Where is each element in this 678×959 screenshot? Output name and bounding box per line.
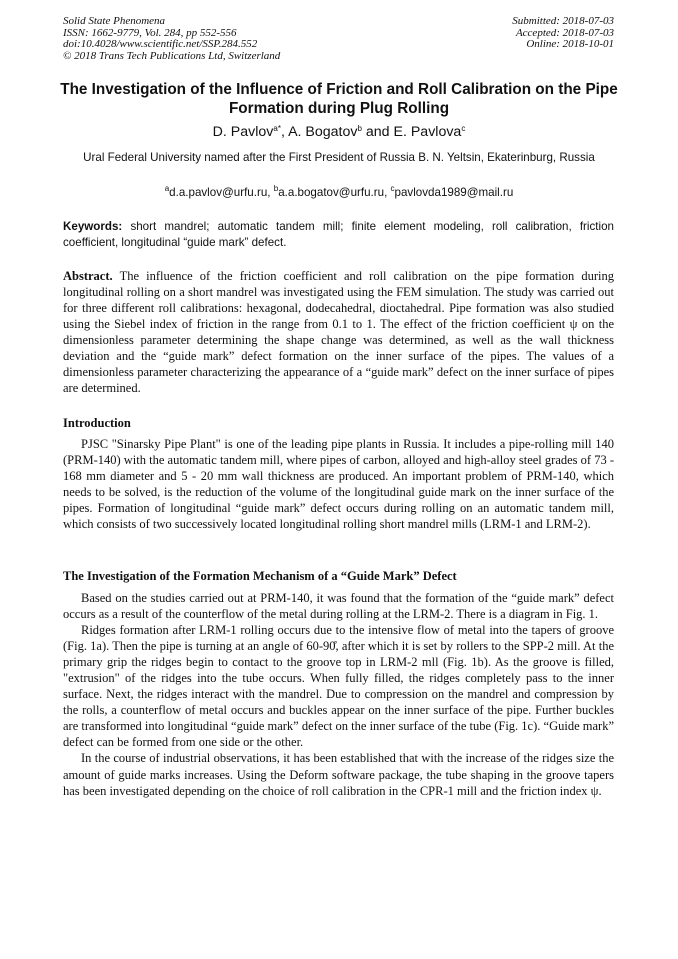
paragraph: In the course of industrial observations, it has been established that with the increase of the ridges size the amount of guide marks increases. Using the Deform software package, the tube shaping in the groove tapers has been investigated depending on the choice of roll calibration in the CPR-1 mill and the friction index ψ. — [63, 751, 614, 798]
keywords-label: Keywords: — [63, 220, 123, 233]
issn-volume: ISSN: 1662-9779, Vol. 284, pp 552-556 — [63, 26, 237, 39]
introduction-body — [63, 436, 614, 532]
paper-title: The Investigation of the Influence of Friction and Roll Calibration on the Pipe Formation during Plug Rolling — [60, 81, 618, 117]
affiliation: Ural Federal University named after the First President of Russia B. N. Yeltsin, Ekaterinburg, Russia — [83, 151, 595, 164]
email-separator: , — [384, 186, 391, 199]
guide-mark-section-body — [63, 590, 614, 799]
author-affil-mark: c — [461, 124, 466, 133]
author-name: A. Bogatov — [288, 124, 358, 140]
email-link[interactable]: d.a.pavlov@urfu.ru — [169, 186, 268, 199]
paragraph: Ridges formation after LRM-1 rolling occurs due to the intensive flow of metal into the tapers of groove (Fig. 1a). Then the pipe is turning at an angle of 60-90̊, after which it is set by rollers to the SPP-2 mill. At the primary grip the ridges begin to contact to the groove top in LRM-2 mll (Fig. 1b). As the groove is filled, "extrusion" of the ridges into the tube occurs. When fully filled, the ridges completely pass to the inner surface. Next, the ridges interact with the mandrel. Due to compression on the mandrel and compression by the rolls, a counterflow of metal occurs and buckles appear on the inner surface of the pipe. Further buckles are transformed into longitudinal “guide mark” defect on the inner surface of the tube (Fig. 1c). “Guide mark” defect can be formed from one side or the other. — [63, 623, 614, 750]
online-date: Online: 2018-10-01 — [526, 38, 614, 51]
author-name: D. Pavlov — [212, 124, 274, 140]
submitted-date: Submitted: 2018-07-03 — [512, 15, 614, 27]
doi[interactable]: doi:10.4028/www.scientific.net/SSP.284.552 — [63, 38, 258, 51]
keywords-text: short mandrel; automatic tandem mill; finite element modeling, roll calibration, friction coefficient, longitudinal “guide mark” defect. — [63, 220, 614, 249]
section-heading-guide-mark: The Investigation of the Formation Mechanism of a “Guide Mark” Defect — [63, 569, 457, 583]
email-mark: a — [164, 184, 170, 193]
copyright: © 2018 Trans Tech Publications Ltd, Switzerland — [63, 49, 281, 62]
email-list — [0, 185, 678, 201]
journal-name: Solid State Phenomena — [63, 15, 166, 27]
abstract-label: Abstract. — [63, 269, 113, 283]
author-affil-mark: a* — [273, 124, 281, 133]
author-separator: , — [280, 124, 289, 140]
author-name: E. Pavlova — [393, 124, 462, 140]
paragraph: Based on the studies carried out at PRM-140, it was found that the formation of the “guide mark” defect occurs as a result of the counterflow of the metal during rolling at the LRM-2. There is a diagram in Fig. 1. — [63, 591, 614, 622]
keywords — [63, 219, 614, 251]
abstract — [63, 268, 614, 396]
section-heading-introduction: Introduction — [63, 416, 131, 430]
email-link[interactable]: a.a.bogatov@urfu.ru — [278, 186, 385, 199]
email-mark: b — [273, 184, 279, 193]
email-separator: , — [267, 186, 274, 199]
publication-dates — [512, 16, 614, 51]
email-link[interactable]: pavlovda1989@mail.ru — [394, 186, 514, 199]
author-separator: and — [361, 124, 394, 140]
paragraph: PJSC "Sinarsky Pipe Plant" is one of the leading pipe plants in Russia. It includes a pipe-rolling mill 140 (PRM-140) with the automatic tandem mill, where pipes of carbon, alloyed and high-alloy steel grades of 73 - 168 mm diameter and 5 - 20 mm wall thickness are produced. An important problem of PRM-140, which needs to be solved, is the reduction of the volume of the longitudinal guide mark on the inner surface of the pipes. Formation of longitudinal “guide mark” defect occurs during rolling on an automatic tandem mill, which consists of two successively located longitudinal rolling short mandrel mills (LRM-1 and LRM-2). — [63, 437, 614, 532]
accepted-date: Accepted: 2018-07-03 — [515, 26, 614, 39]
email-mark: c — [390, 184, 395, 193]
author-list — [0, 124, 678, 141]
abstract-text: The influence of the friction coefficient and roll calibration on the pipe formation during longitudinal rolling on a short mandrel was investigated using the FEM simulation. The study was carried out for three different roll calibrations: hexagonal, dodecahedral, dioctahedral. Pipe formation was also studied using the Siebel index of friction in the range from 0.1 to 1. The effect of the friction coefficient ψ on the dimensionless parameter determining the shape change was determined, as well as the wall thickness deviation and the “guide mark” defect formation on the inner surface of the pipes. The values of a dimensionless parameter characterizing the appearance of a “guide mark” defect on the inner surface of pipes are determined. — [63, 269, 615, 396]
journal-info — [63, 16, 280, 62]
author-affil-mark: b — [357, 124, 362, 133]
